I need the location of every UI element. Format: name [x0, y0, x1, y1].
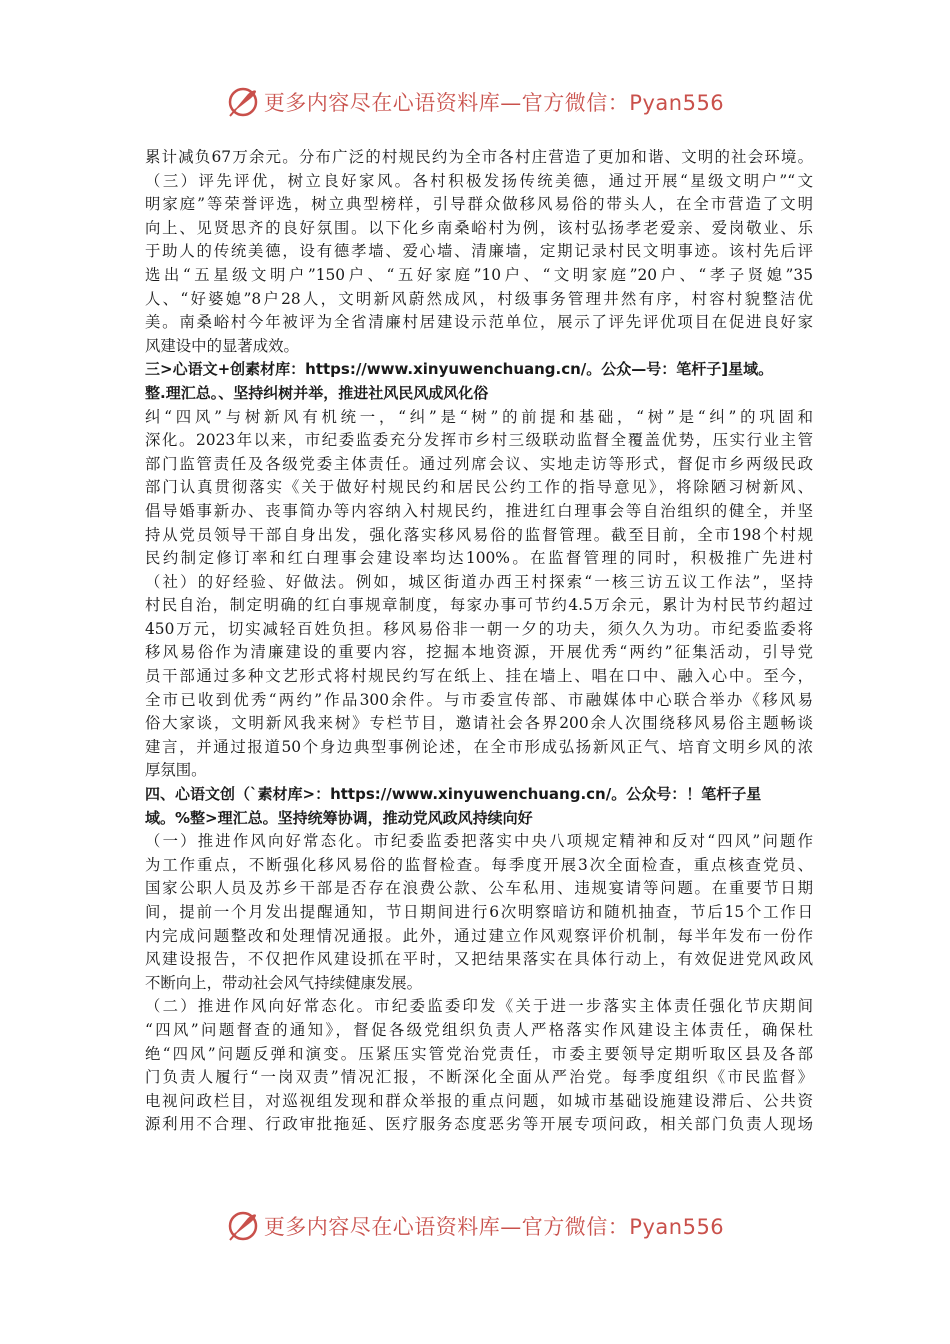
paragraph-line: 间，提前一个月发出提醒通知，节日期间进行6次明察暗访和随机抽查，节后15个工作日	[145, 903, 813, 921]
paragraph-line: 风建设报告，不仅把作风建设抓在平时，又把结果落实在具体行动上，有效促进党风政风	[145, 950, 813, 969]
paragraph-line: 民约制定修订率和红白理事会建设率均达100%。在监督管理的同时，积极推广先进村	[145, 549, 813, 568]
paragraph-line: 国家公职人员及苏乡干部是否存在浪费公款、公车私用、违规宴请等问题。在重要节日期	[145, 879, 813, 898]
paragraph-line: “四风”问题督查的通知》，督促各级党组织负责人严格落实作风建设主体责任，确保杜	[145, 1020, 813, 1039]
paragraph-line: （三）评先评优，树立良好家风。各村积极发扬传统美德，通过开展“星级文明户”“文	[145, 171, 813, 190]
paragraph-line: 倡导婚事新办、丧事简办等内容纳入村规民约，推进红白理事会等自治组织的健全，并坚	[145, 501, 813, 520]
section-heading-line: 四、心语文创（`素材库>：https://www.xinyuwenchuang.cn/。公众号：！笔杆子星	[145, 785, 762, 804]
paragraph-line: 美。南桑峪村今年被评为全省清廉村居建设示范单位，展示了评先评优项目在促进良好家	[145, 313, 813, 332]
footer-banner	[0, 1206, 950, 1246]
paragraph-line: 明家庭”等荣誉评选，树立典型榜样，引导群众做移风易俗的带头人，在全市营造了文明	[145, 195, 813, 214]
paragraph-line: 深化。2023年以来，市纪委监委充分发挥市乡村三级联动监督全覆盖优势，压实行业主管	[145, 431, 813, 450]
paragraph-line: 俗大家谈，文明新风我来树》专栏节目，邀请社会各界200余人次围绕移风易俗主题畅谈	[145, 714, 813, 733]
paragraph-line: 全市已收到优秀“两约”作品300余件。与市委宣传部、市融媒体中心联合举办《移风易	[145, 690, 813, 709]
paragraph-line: 门负责人履行“一岗双责”情况汇报，不断深化全面从严治党。每季度组织《市民监督》	[145, 1068, 813, 1087]
section-heading-line: 域。%整>理汇总。坚持统筹协调，推动党风政风持续向好	[145, 808, 533, 827]
paragraph-line: 内完成问题整改和处理情况通报。此外，通过建立作风观察评价机制，每半年发布一份作	[145, 926, 813, 945]
header-banner	[0, 82, 950, 122]
paragraph-line: 源利用不合理、行政审批拖延、医疗服务态度恶劣等开展专项问政，相关部门负责人现场	[145, 1115, 813, 1134]
paragraph-line: 员干部通过多种文艺形式将村规民约写在纸上、挂在墙上、唱在口中、融入心中。至今，	[145, 667, 813, 686]
paragraph-line: 绝“四风”问题反弹和演变。压紧压实管党治党责任，市委主要领导定期听取区县及各部	[145, 1044, 813, 1063]
paragraph-line: 不断向上，带动社会风气持续健康发展。	[145, 973, 423, 992]
paragraph-line: （社）的好经验、好做法。例如，城区街道办西王村探索“一核三访五议工作法”，坚持	[145, 572, 813, 591]
paragraph-line: 厚氛围。	[145, 761, 207, 780]
paragraph-line: 纠“四风”与树新风有机统一，“纠”是“树”的前提和基础，“树”是“纠”的巩固和	[145, 407, 813, 426]
paragraph-line: 向上、见贤思齐的良好氛围。以下化乡南桑峪村为例，该村弘扬孝老爱亲、爱岗敬业、乐	[145, 218, 813, 237]
paragraph-line: 人、“好婆媳”8户28人，文明新风蔚然成风，村级事务管理井然有序，村容村貌整洁优	[145, 289, 813, 308]
paragraph-line: 电视问政栏目，对巡视组发现和群众举报的重点问题，如城市基础设施建设滞后、公共资	[145, 1091, 813, 1110]
paragraph-line: 风建设中的显著成效。	[145, 336, 299, 355]
paragraph-line: 为工作重点，不断强化移风易俗的监督检查。每季度开展3次全面检查，重点核查党员、	[145, 855, 813, 874]
document-body	[145, 146, 813, 1137]
paragraph-line: 部门认真贯彻落实《关于做好村规民约和居民公约工作的指导意见》，将除陋习树新风、	[145, 478, 813, 497]
paragraph-line: 累计减负67万余元。分布广泛的村规民约为全市各村庄营造了更加和谐、文明的社会环境。	[145, 148, 813, 166]
paragraph-line: 450万元，切实减轻百姓负担。移风易俗非一朝一夕的功夫，须久久为功。市纪委监委将	[145, 619, 813, 638]
quill-pen-logo-icon	[226, 1209, 260, 1243]
footer-banner-text: 更多内容尽在心语资料库—官方微信：Pyan556	[263, 1215, 725, 1239]
paragraph-line: 持从党员领导干部自身出发，强化落实移风易俗的监督管理。截至目前，全市198个村规	[145, 525, 813, 544]
paragraph-line: 部门监管责任及各级党委主体责任。通过列席会议、实地走访等形式，督促市乡两级民政	[145, 454, 813, 473]
paragraph-line: 选出“五星级文明户”150户、“五好家庭”10户、“文明家庭”20户、“孝子贤媳”35	[145, 265, 813, 284]
paragraph-line: 于助人的传统美德，设有德孝墙、爱心墙、清廉墙，定期记录村民文明事迹。该村先后评	[145, 242, 813, 261]
paragraph-line: 移风易俗作为清廉建设的重要内容，挖掘本地资源，开展优秀“两约”征集活动，引导党	[145, 643, 813, 662]
quill-pen-logo-icon	[226, 85, 260, 119]
section-heading-line: 整.理汇总。、坚持纠树并举，推进社风民风成风化俗	[145, 383, 489, 402]
paragraph-line: 村民自治，制定明确的红白事规章制度，每家办事可节约4.5万余元，累计为村民节约超过	[145, 596, 813, 615]
section-heading-line: 三>心语文+创素材库：https://www.xinyuwenchuang.cn/。公众—号：笔杆子]星域。	[145, 360, 774, 379]
paragraph-line: （一）推进作风向好常态化。市纪委监委把落实中央八项规定精神和反对“四风”问题作	[145, 832, 813, 851]
paragraph-line: 建言，并通过报道50个身边典型事例论述，在全市形成弘扬新风正气、培育文明乡风的浓	[145, 737, 813, 756]
paragraph-line: （二）推进作风向好常态化。市纪委监委印发《关于进一步落实主体责任强化节庆期间	[145, 997, 813, 1016]
header-banner-text: 更多内容尽在心语资料库—官方微信：Pyan556	[263, 91, 725, 115]
